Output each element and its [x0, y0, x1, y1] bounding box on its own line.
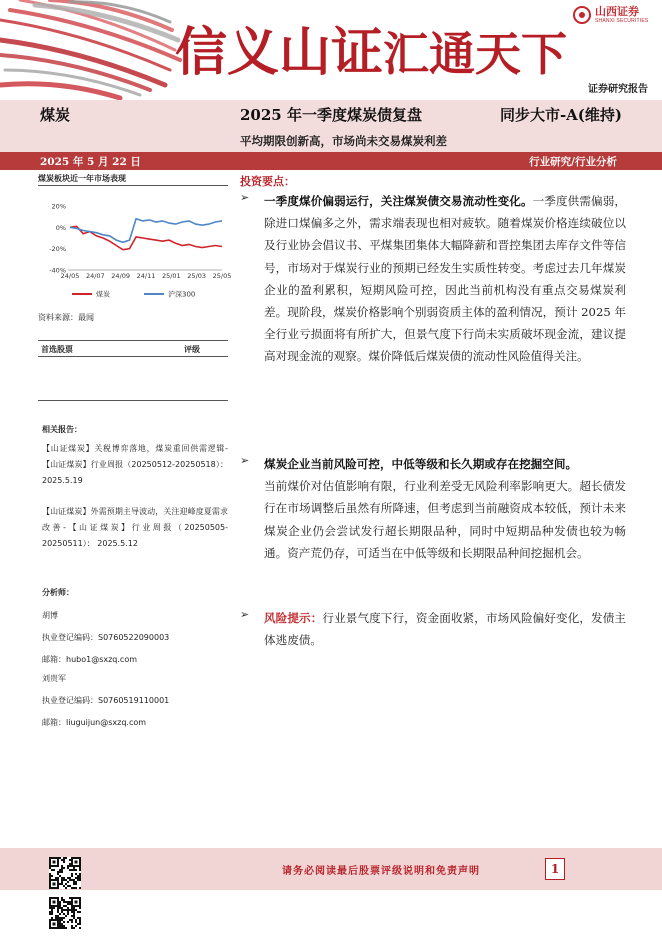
stock-table-divider: [38, 400, 228, 401]
sector-name: 煤炭: [40, 106, 71, 124]
y-tick-label: 0%: [55, 223, 66, 232]
report-title: 2025 年一季度煤炭债复盘: [240, 106, 422, 124]
risk-body: 行业景气度下行，资金面收紧，市场风险偏好变化，发债主体逃废债。: [264, 611, 626, 648]
bullet-arrow-icon: ➢: [240, 608, 250, 621]
chart-divider: [38, 185, 228, 186]
chart-title: 煤炭板块近一年市场表现: [38, 173, 126, 183]
analyst-name: 刘贵军: [42, 674, 66, 683]
x-tick-label: 24/05: [60, 272, 80, 280]
swoosh-stroke: [0, 84, 120, 98]
series-line: [70, 226, 222, 249]
slogan-part-b: 汇通天下: [383, 29, 568, 80]
analysts-label: 分析师：: [42, 588, 74, 597]
logo-icon: [573, 6, 591, 24]
report-date: 2025 年 5 月 22 日: [40, 156, 141, 168]
investment-points-label: 投资要点：: [240, 175, 295, 188]
bullet-arrow-icon: ➢: [240, 454, 250, 467]
related-report-item[interactable]: 【山证煤炭】外需预期主导波动，关注迎峰度夏需求改善-【山证煤炭】行业周报（20250505-20250511）： 2025.5.12: [42, 507, 228, 548]
related-reports-label: 相关报告：: [42, 425, 82, 434]
qr-code-icon[interactable]: [49, 897, 81, 929]
x-tick-label: 24/11: [136, 272, 156, 280]
company-logo: [573, 6, 648, 24]
risk-heading: 风险提示：: [264, 611, 323, 625]
report-banner: [0, 0, 662, 100]
brand-name-cn: 山西证券: [595, 6, 639, 18]
investment-point: [240, 453, 626, 564]
report-subtitle: 平均期限创新高，市场尚未交易煤炭利差: [240, 134, 447, 148]
sector-rating: 同步大市-A(维持): [499, 106, 622, 124]
brand-name-en: SHANXI SECURITIES: [595, 18, 649, 24]
x-tick-label: 25/05: [212, 272, 232, 280]
slogan-part-a: 信义山证: [175, 25, 384, 82]
analyst-registration: 执业登记编码：S0760519110001: [42, 696, 170, 705]
qr-code-icon[interactable]: [49, 857, 81, 889]
point-heading: 一季度煤价偏弱运行，关注煤炭债交易流动性变化。: [264, 194, 533, 208]
analyst-registration: 执业登记编码：S0760522090003: [42, 633, 170, 642]
page-number: 1: [545, 858, 565, 880]
x-tick-label: 24/07: [85, 272, 105, 280]
date-bar: [0, 152, 662, 170]
x-tick-label: 24/09: [111, 272, 131, 280]
chart-source: 资料来源：最闻: [38, 313, 94, 322]
legend-label: 沪深300: [168, 290, 196, 299]
analyst-name: 胡博: [42, 611, 58, 620]
y-tick-label: -40%: [49, 266, 66, 275]
y-tick-label: 20%: [51, 202, 66, 211]
disclaimer-notice[interactable]: 请务必阅读最后股票评级说明和免责声明: [282, 866, 480, 877]
investment-point: [240, 190, 626, 368]
y-tick-label: -20%: [49, 245, 66, 254]
point-body: 一季度供需偏弱，除进口煤偏多之外，需求端表现也相对疲软。随着煤炭价格连续破位以及行业协会倡议书、平煤集团集体大幅降薪和晋控集团去库存文件等信号，市场对于煤炭行业的预期已经发生实质性转变。考虑过去几年煤炭企业的盈利累积，短期风险可控，因此当前机构没有重点交易煤炭利差。现阶段，煤炭价格影响个别弱资质主体的盈利情况，预计 2025 年全行业亏损面将有所扩大，但景气度下行尚未实质破坏现金流，建议提高对现金流的观察。煤价降低后煤炭债的流动性风险值得关注。: [264, 194, 626, 364]
market-performance-chart: [38, 190, 232, 305]
point-heading: 煤炭企业当前风险可控，中低等级和长久期或存在挖掘空间。: [264, 457, 578, 471]
preferred-stocks-label: 首选股票: [41, 345, 73, 354]
banner-slogan: [175, 10, 567, 85]
risk-warning-point: [240, 607, 626, 651]
preferred-stocks-header: [38, 340, 228, 357]
analyst-email[interactable]: 邮箱：hubo1@sxzq.com: [42, 655, 138, 664]
bullet-arrow-icon: ➢: [240, 191, 250, 204]
x-tick-label: 25/03: [187, 272, 207, 280]
point-body: 当前煤价对估值影响有限，行业利差受无风险利率影响更大。超长债发行在市场调整后虽然有所降速，但考虑到当前融资成本较低，预计未来煤炭企业仍会尝试发行超长期限品种，同时中短期品种发债也较为畅通。资产荒仍存，可适当在中低等级和长期限品种间挖掘机会。: [264, 479, 626, 560]
report-category: 行业研究/行业分析: [529, 156, 617, 168]
x-tick-label: 25/01: [161, 272, 181, 280]
report-type-label: 证券研究报告: [588, 84, 648, 95]
related-report-item[interactable]: 【山证煤炭】关税博弈落地，煤炭重回供需逻辑-【山证煤炭】行业周报（20250512-20250518）： 2025.5.19: [42, 444, 228, 485]
legend-label: 煤炭: [96, 290, 110, 299]
rating-column-label: 评级: [184, 345, 200, 354]
analyst-email[interactable]: 邮箱：liuguijun@sxzq.com: [42, 718, 147, 727]
